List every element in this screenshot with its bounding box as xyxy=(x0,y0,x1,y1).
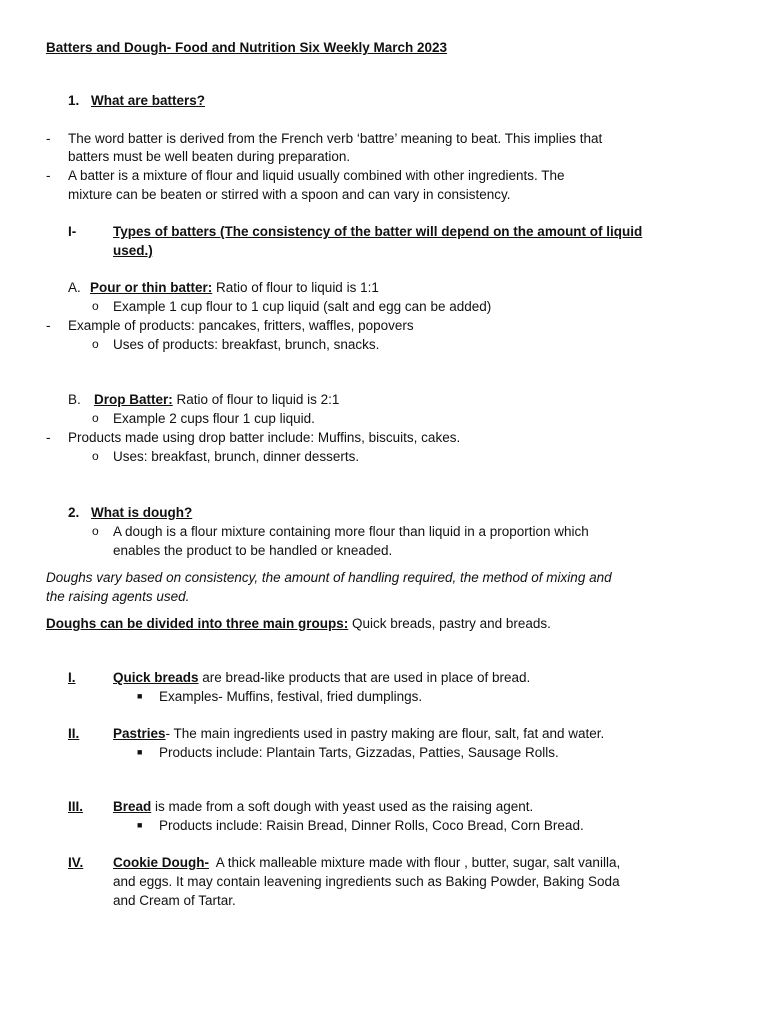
group-1-line xyxy=(113,668,530,687)
group-4-line1 xyxy=(113,853,620,872)
square-bullet: ■ xyxy=(137,747,143,757)
item-a-letter: A. xyxy=(68,280,81,295)
types-heading-line1: Types of batters (The consistency of the batter will depend on the amount of liquid xyxy=(113,224,643,239)
q2-heading: What is dough? xyxy=(91,505,193,520)
group-3-line xyxy=(113,797,533,816)
circle-bullet: o xyxy=(92,524,99,538)
dash-bullet: - xyxy=(46,131,51,146)
item-a-line xyxy=(90,278,379,297)
square-bullet: ■ xyxy=(137,691,143,701)
pour-batter-products: Example of products: pancakes, fritters, waffles, popovers xyxy=(68,318,414,333)
drop-batter-example: Example 2 cups flour 1 cup liquid. xyxy=(113,411,315,426)
cookie-dough-text-line3: and Cream of Tartar. xyxy=(113,893,236,908)
group-4-number: IV. xyxy=(68,855,84,870)
item-b-line xyxy=(94,390,339,409)
batter-definition-line1: The word batter is derived from the French verb ‘battre’ meaning to beat. This implies that xyxy=(68,131,603,146)
square-bullet: ■ xyxy=(137,820,143,830)
pastries-products: Products include: Plantain Tarts, Gizzadas, Patties, Sausage Rolls. xyxy=(159,745,559,760)
pour-batter-uses: Uses of products: breakfast, brunch, snacks. xyxy=(113,337,380,352)
dash-bullet: - xyxy=(46,318,51,333)
document-title: Batters and Dough- Food and Nutrition Six Weekly March 2023 xyxy=(46,40,448,55)
batter-mixture-line2: mixture can be beaten or stirred with a spoon and can vary in consistency. xyxy=(68,187,511,202)
circle-bullet: o xyxy=(92,411,99,425)
pastries-text: - The main ingredients used in pastry making are flour, salt, fat and water. xyxy=(165,726,605,741)
dash-bullet: - xyxy=(46,168,51,183)
types-marker: I- xyxy=(68,224,77,239)
pour-batter-ratio: Ratio of flour to liquid is 1:1 xyxy=(212,280,379,295)
dough-definition-line1: A dough is a flour mixture containing more flour than liquid in a proportion which xyxy=(113,524,589,539)
group-2-line xyxy=(113,724,604,743)
circle-bullet: o xyxy=(92,337,99,351)
bread-term: Bread xyxy=(113,799,152,814)
bread-text: is made from a soft dough with yeast used as the raising agent. xyxy=(151,799,534,814)
quick-breads-text: are bread-like products that are used in place of bread. xyxy=(198,670,531,685)
cookie-dough-text-line2: and eggs. It may contain leavening ingredients such as Baking Powder, Baking Soda xyxy=(113,874,620,889)
pour-batter-example: Example 1 cup flour to 1 cup liquid (salt and egg can be added) xyxy=(113,299,492,314)
q2-number: 2. xyxy=(68,505,80,520)
dash-bullet: - xyxy=(46,430,51,445)
bread-products: Products include: Raisin Bread, Dinner Rolls, Coco Bread, Corn Bread. xyxy=(159,818,584,833)
circle-bullet: o xyxy=(92,299,99,313)
quick-breads-examples: Examples- Muffins, festival, fried dumplings. xyxy=(159,689,423,704)
types-heading-line2: used.) xyxy=(113,243,153,258)
dough-groups-line xyxy=(46,614,551,633)
batter-mixture-line1: A batter is a mixture of flour and liquid usually combined with other ingredients. The xyxy=(68,168,565,183)
batter-definition-line2: batters must be well beaten during preparation. xyxy=(68,149,351,164)
circle-bullet: o xyxy=(92,449,99,463)
q1-number: 1. xyxy=(68,93,80,108)
drop-batter-uses: Uses: breakfast, brunch, dinner desserts. xyxy=(113,449,360,464)
item-b-letter: B. xyxy=(68,392,81,407)
dough-vary-line1: Doughs vary based on consistency, the amount of handling required, the method of mixing and xyxy=(46,570,612,585)
group-2-number: II. xyxy=(68,726,80,741)
dough-groups-label: Doughs can be divided into three main groups: xyxy=(46,616,349,631)
drop-batter-ratio: Ratio of flour to liquid is 2:1 xyxy=(172,392,340,407)
group-3-number: III. xyxy=(68,799,84,814)
quick-breads-term: Quick breads xyxy=(113,670,199,685)
drop-batter-products: Products made using drop batter include: Muffins, biscuits, cakes. xyxy=(68,430,461,445)
dough-vary-line2: the raising agents used. xyxy=(46,589,190,604)
cookie-dough-text-line1: A thick malleable mixture made with flour , butter, sugar, salt vanilla, xyxy=(209,855,621,870)
group-1-number: I. xyxy=(68,670,76,685)
drop-batter-term: Drop Batter: xyxy=(94,392,173,407)
cookie-dough-term: Cookie Dough- xyxy=(113,855,209,870)
q1-heading: What are batters? xyxy=(91,93,206,108)
pastries-term: Pastries xyxy=(113,726,166,741)
pour-batter-term: Pour or thin batter: xyxy=(90,280,213,295)
dough-groups-text: Quick breads, pastry and breads. xyxy=(348,616,551,631)
dough-definition-line2: enables the product to be handled or kneaded. xyxy=(113,543,393,558)
